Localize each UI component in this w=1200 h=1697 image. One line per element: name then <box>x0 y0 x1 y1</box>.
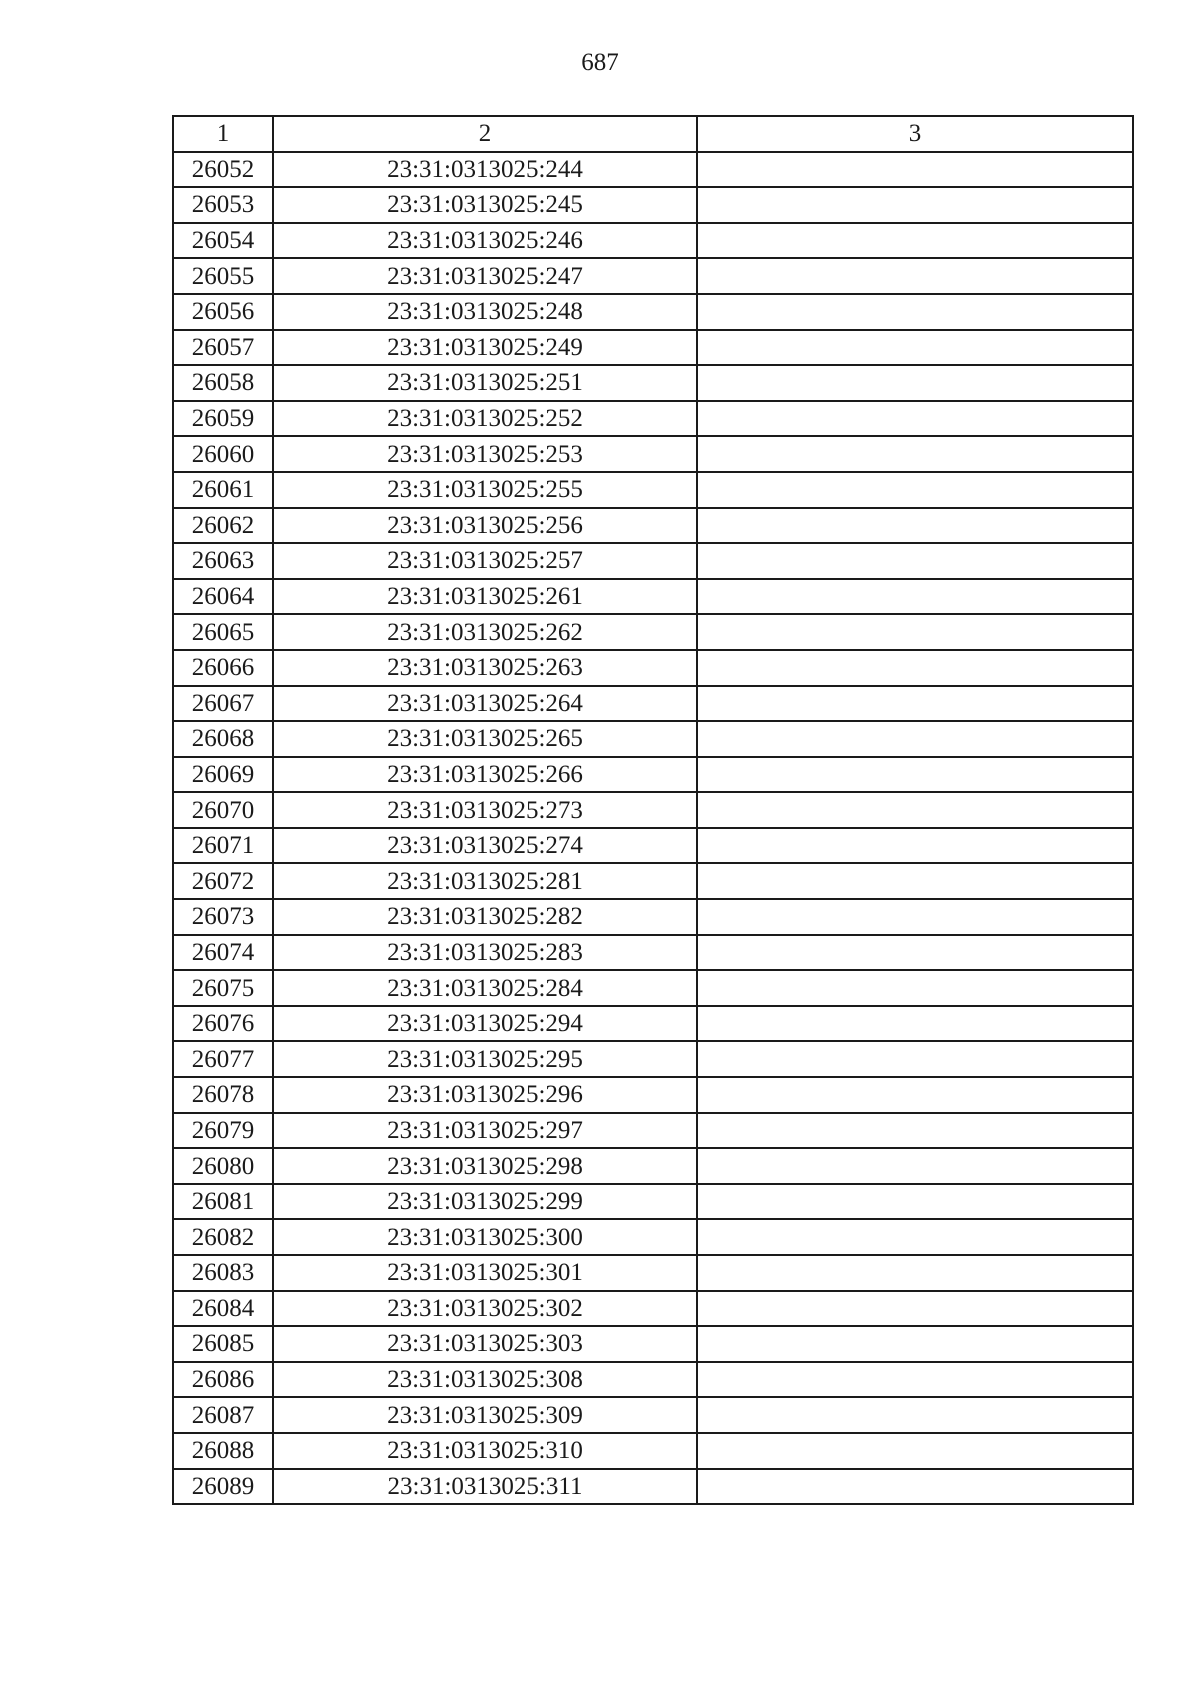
note-cell <box>697 1006 1133 1042</box>
note-cell <box>697 223 1133 259</box>
row-number-cell: 26087 <box>173 1397 273 1433</box>
cadastral-number-cell: 23:31:0313025:244 <box>273 152 697 188</box>
note-cell <box>697 686 1133 722</box>
row-number-cell: 26086 <box>173 1362 273 1398</box>
table-header-row <box>173 116 1133 152</box>
cadastral-number-cell: 23:31:0313025:253 <box>273 436 697 472</box>
row-number-cell: 26089 <box>173 1469 273 1505</box>
cadastral-number-cell: 23:31:0313025:251 <box>273 365 697 401</box>
column-header-1: 1 <box>173 116 273 152</box>
row-number-cell: 26066 <box>173 650 273 686</box>
row-number-cell: 26054 <box>173 223 273 259</box>
row-number-cell: 26076 <box>173 1006 273 1042</box>
cadastral-number-cell: 23:31:0313025:255 <box>273 472 697 508</box>
column-header-3: 3 <box>697 116 1133 152</box>
cadastral-number-cell: 23:31:0313025:297 <box>273 1113 697 1149</box>
cadastral-number-cell: 23:31:0313025:301 <box>273 1255 697 1291</box>
row-number-cell: 26060 <box>173 436 273 472</box>
table-row <box>173 1362 1133 1398</box>
cadastral-number-cell: 23:31:0313025:247 <box>273 258 697 294</box>
note-cell <box>697 970 1133 1006</box>
table-row <box>173 543 1133 579</box>
cadastral-number-cell: 23:31:0313025:298 <box>273 1148 697 1184</box>
note-cell <box>697 543 1133 579</box>
note-cell <box>697 508 1133 544</box>
table-row <box>173 508 1133 544</box>
row-number-cell: 26058 <box>173 365 273 401</box>
note-cell <box>697 1255 1133 1291</box>
row-number-cell: 26067 <box>173 686 273 722</box>
cadastral-number-cell: 23:31:0313025:308 <box>273 1362 697 1398</box>
cadastral-number-cell: 23:31:0313025:261 <box>273 579 697 615</box>
table-row <box>173 330 1133 366</box>
row-number-cell: 26079 <box>173 1113 273 1149</box>
row-number-cell: 26073 <box>173 899 273 935</box>
row-number-cell: 26084 <box>173 1291 273 1327</box>
note-cell <box>697 436 1133 472</box>
row-number-cell: 26063 <box>173 543 273 579</box>
cadastral-table <box>172 115 1134 1505</box>
table-row <box>173 935 1133 971</box>
cadastral-number-cell: 23:31:0313025:249 <box>273 330 697 366</box>
cadastral-number-cell: 23:31:0313025:300 <box>273 1219 697 1255</box>
table-row <box>173 365 1133 401</box>
note-cell <box>697 1291 1133 1327</box>
table-row <box>173 401 1133 437</box>
row-number-cell: 26057 <box>173 330 273 366</box>
column-header-2: 2 <box>273 116 697 152</box>
row-number-cell: 26071 <box>173 828 273 864</box>
cadastral-number-cell: 23:31:0313025:294 <box>273 1006 697 1042</box>
row-number-cell: 26055 <box>173 258 273 294</box>
table-body <box>173 152 1133 1505</box>
table-row <box>173 294 1133 330</box>
table-row <box>173 579 1133 615</box>
cadastral-number-cell: 23:31:0313025:257 <box>273 543 697 579</box>
row-number-cell: 26052 <box>173 152 273 188</box>
cadastral-number-cell: 23:31:0313025:262 <box>273 614 697 650</box>
note-cell <box>697 294 1133 330</box>
table-row <box>173 1006 1133 1042</box>
table-row <box>173 686 1133 722</box>
row-number-cell: 26065 <box>173 614 273 650</box>
cadastral-number-cell: 23:31:0313025:273 <box>273 792 697 828</box>
table-row <box>173 1184 1133 1220</box>
cadastral-number-cell: 23:31:0313025:296 <box>273 1077 697 1113</box>
row-number-cell: 26075 <box>173 970 273 1006</box>
table-row <box>173 1148 1133 1184</box>
cadastral-number-cell: 23:31:0313025:266 <box>273 757 697 793</box>
row-number-cell: 26064 <box>173 579 273 615</box>
table-row <box>173 223 1133 259</box>
note-cell <box>697 1148 1133 1184</box>
table-row <box>173 970 1133 1006</box>
cadastral-number-cell: 23:31:0313025:281 <box>273 863 697 899</box>
note-cell <box>697 258 1133 294</box>
table-row <box>173 1469 1133 1505</box>
row-number-cell: 26061 <box>173 472 273 508</box>
cadastral-number-cell: 23:31:0313025:299 <box>273 1184 697 1220</box>
table-row <box>173 757 1133 793</box>
note-cell <box>697 1041 1133 1077</box>
cadastral-number-cell: 23:31:0313025:263 <box>273 650 697 686</box>
note-cell <box>697 650 1133 686</box>
row-number-cell: 26088 <box>173 1433 273 1469</box>
note-cell <box>697 792 1133 828</box>
cadastral-number-cell: 23:31:0313025:302 <box>273 1291 697 1327</box>
cadastral-number-cell: 23:31:0313025:283 <box>273 935 697 971</box>
row-number-cell: 26081 <box>173 1184 273 1220</box>
table-row <box>173 1113 1133 1149</box>
table-row <box>173 1077 1133 1113</box>
row-number-cell: 26070 <box>173 792 273 828</box>
table-row <box>173 152 1133 188</box>
row-number-cell: 26080 <box>173 1148 273 1184</box>
row-number-cell: 26072 <box>173 863 273 899</box>
cadastral-number-cell: 23:31:0313025:309 <box>273 1397 697 1433</box>
cadastral-number-cell: 23:31:0313025:252 <box>273 401 697 437</box>
row-number-cell: 26059 <box>173 401 273 437</box>
note-cell <box>697 152 1133 188</box>
row-number-cell: 26068 <box>173 721 273 757</box>
cadastral-number-cell: 23:31:0313025:274 <box>273 828 697 864</box>
note-cell <box>697 187 1133 223</box>
table-row <box>173 614 1133 650</box>
note-cell <box>697 1077 1133 1113</box>
note-cell <box>697 721 1133 757</box>
cadastral-number-cell: 23:31:0313025:248 <box>273 294 697 330</box>
cadastral-number-cell: 23:31:0313025:256 <box>273 508 697 544</box>
cadastral-number-cell: 23:31:0313025:245 <box>273 187 697 223</box>
table-row <box>173 863 1133 899</box>
row-number-cell: 26056 <box>173 294 273 330</box>
table-row <box>173 1397 1133 1433</box>
table-row <box>173 1433 1133 1469</box>
row-number-cell: 26074 <box>173 935 273 971</box>
cadastral-number-cell: 23:31:0313025:246 <box>273 223 697 259</box>
table-row <box>173 1255 1133 1291</box>
cadastral-number-cell: 23:31:0313025:282 <box>273 899 697 935</box>
page-number: 687 <box>581 49 619 76</box>
table-row <box>173 187 1133 223</box>
table-row <box>173 1041 1133 1077</box>
note-cell <box>697 1113 1133 1149</box>
cadastral-number-cell: 23:31:0313025:311 <box>273 1469 697 1505</box>
table-row <box>173 650 1133 686</box>
note-cell <box>697 579 1133 615</box>
table-row <box>173 721 1133 757</box>
table-row <box>173 258 1133 294</box>
table-row <box>173 436 1133 472</box>
note-cell <box>697 899 1133 935</box>
note-cell <box>697 1219 1133 1255</box>
note-cell <box>697 472 1133 508</box>
note-cell <box>697 828 1133 864</box>
row-number-cell: 26077 <box>173 1041 273 1077</box>
cadastral-number-cell: 23:31:0313025:265 <box>273 721 697 757</box>
table-row <box>173 899 1133 935</box>
note-cell <box>697 330 1133 366</box>
cadastral-number-cell: 23:31:0313025:303 <box>273 1326 697 1362</box>
row-number-cell: 26078 <box>173 1077 273 1113</box>
note-cell <box>697 1362 1133 1398</box>
cadastral-number-cell: 23:31:0313025:310 <box>273 1433 697 1469</box>
note-cell <box>697 863 1133 899</box>
note-cell <box>697 614 1133 650</box>
cadastral-number-cell: 23:31:0313025:284 <box>273 970 697 1006</box>
row-number-cell: 26083 <box>173 1255 273 1291</box>
note-cell <box>697 1469 1133 1505</box>
table-row <box>173 792 1133 828</box>
note-cell <box>697 401 1133 437</box>
note-cell <box>697 935 1133 971</box>
row-number-cell: 26082 <box>173 1219 273 1255</box>
note-cell <box>697 1397 1133 1433</box>
table-row <box>173 1326 1133 1362</box>
note-cell <box>697 1184 1133 1220</box>
table-row <box>173 1219 1133 1255</box>
table-row <box>173 1291 1133 1327</box>
note-cell <box>697 1433 1133 1469</box>
table-row <box>173 828 1133 864</box>
note-cell <box>697 365 1133 401</box>
row-number-cell: 26085 <box>173 1326 273 1362</box>
note-cell <box>697 1326 1133 1362</box>
table-row <box>173 472 1133 508</box>
row-number-cell: 26053 <box>173 187 273 223</box>
note-cell <box>697 757 1133 793</box>
row-number-cell: 26062 <box>173 508 273 544</box>
cadastral-number-cell: 23:31:0313025:295 <box>273 1041 697 1077</box>
row-number-cell: 26069 <box>173 757 273 793</box>
cadastral-number-cell: 23:31:0313025:264 <box>273 686 697 722</box>
